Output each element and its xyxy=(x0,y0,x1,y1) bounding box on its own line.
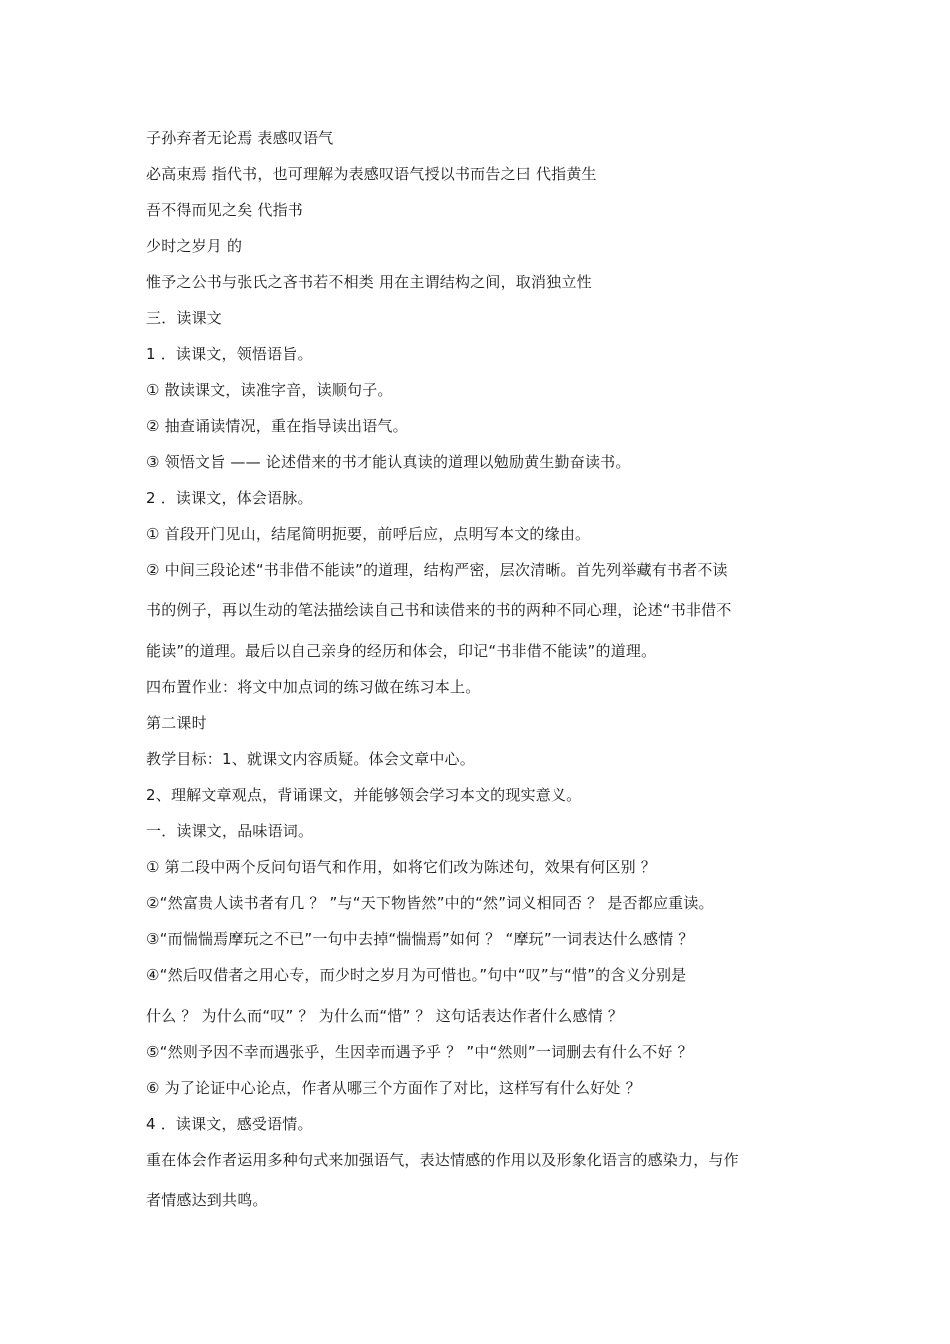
text-line: 必高束焉 指代书，也可理解为表感叹语气授以书而告之曰 代指黄生 xyxy=(146,165,597,183)
text-line: ④“然后叹借者之用心专，而少时之岁月为可惜也。”句中“叹”与“惜”的含义分别是 xyxy=(146,966,687,984)
text-line: ③“而惴惴焉摩玩之不已”一句中去掉“惴惴焉”如何 ？ “摩玩”一词表达什么感情 ？ xyxy=(146,930,694,948)
text-line: 1 ．读课文，领悟语旨。 xyxy=(146,345,313,363)
text-line: 什么 ？ 为什么而“叹” ？ 为什么而“惜” ？ 这句话表达作者什么感情 ？ xyxy=(146,1007,624,1025)
text-line: 2 ．读课文，体会语脉。 xyxy=(146,489,313,507)
text-line: ① 第二段中两个反问句语气和作用，如将它们改为陈述句，效果有何区别 ？ xyxy=(146,858,656,876)
text-line: 吾不得而见之矣 代指书 xyxy=(146,201,303,219)
text-line: 重在体会作者运用多种句式来加强语气，表达情感的作用以及形象化语言的感染力，与作 xyxy=(146,1151,739,1169)
text-line: ② 抽查诵读情况，重在指导读出语气。 xyxy=(146,417,408,435)
text-line: 2、理解文章观点，背诵课文，并能够领会学习本文的现实意义。 xyxy=(146,786,582,804)
text-line: 子孙弃者无论焉 表感叹语气 xyxy=(146,129,334,147)
text-line: 书的例子，再以生动的笔法描绘读自己书和读借来的书的两种不同心理，论述“书非借不 xyxy=(146,601,732,619)
text-line: ⑤“然则予因不幸而遇张乎，生因幸而遇予乎 ？ ”中“然则”一词删去有什么不好 ？ xyxy=(146,1043,693,1061)
text-line: ③ 领悟文旨 —— 论述借来的书才能认真读的道理以勉励黄生勤奋读书。 xyxy=(146,453,631,471)
text-line: 四布置作业：将文中加点词的练习做在练习本上。 xyxy=(146,678,481,696)
text-line: 能读”的道理。最后以自己亲身的经历和体会，印记“书非借不能读”的道理。 xyxy=(146,642,657,660)
section-heading: 一．读课文，品味语词。 xyxy=(146,822,314,840)
section-heading: 三．读课文 xyxy=(146,309,223,327)
text-line: 者情感达到共鸣。 xyxy=(146,1191,268,1209)
section-heading: 第二课时 xyxy=(146,714,207,732)
text-line: ① 首段开门见山，结尾简明扼要，前呼后应，点明写本文的缘由。 xyxy=(146,525,591,543)
text-line: 少时之岁月 的 xyxy=(146,237,243,255)
text-line: 惟予之公书与张氏之吝书若不相类 用在主谓结构之间，取消独立性 xyxy=(146,273,592,291)
text-line: ① 散读课文，读准字音，读顺句子。 xyxy=(146,381,393,399)
text-line: 教学目标：1、就课文内容质疑。体会文章中心。 xyxy=(146,750,475,768)
text-line: ⑥ 为了论证中心论点，作者从哪三个方面作了对比，这样写有什么好处 ？ xyxy=(146,1079,641,1097)
text-line: ② 中间三段论述“书非借不能读”的道理，结构严密，层次清晰。首先列举藏有书者不读 xyxy=(146,561,728,579)
text-line: ②“然富贵人读书者有几 ？ ”与“天下物皆然”中的“然”词义相同否 ？ 是否都应重读。 xyxy=(146,894,714,912)
text-line: 4 ．读课文，感受语情。 xyxy=(146,1115,313,1133)
